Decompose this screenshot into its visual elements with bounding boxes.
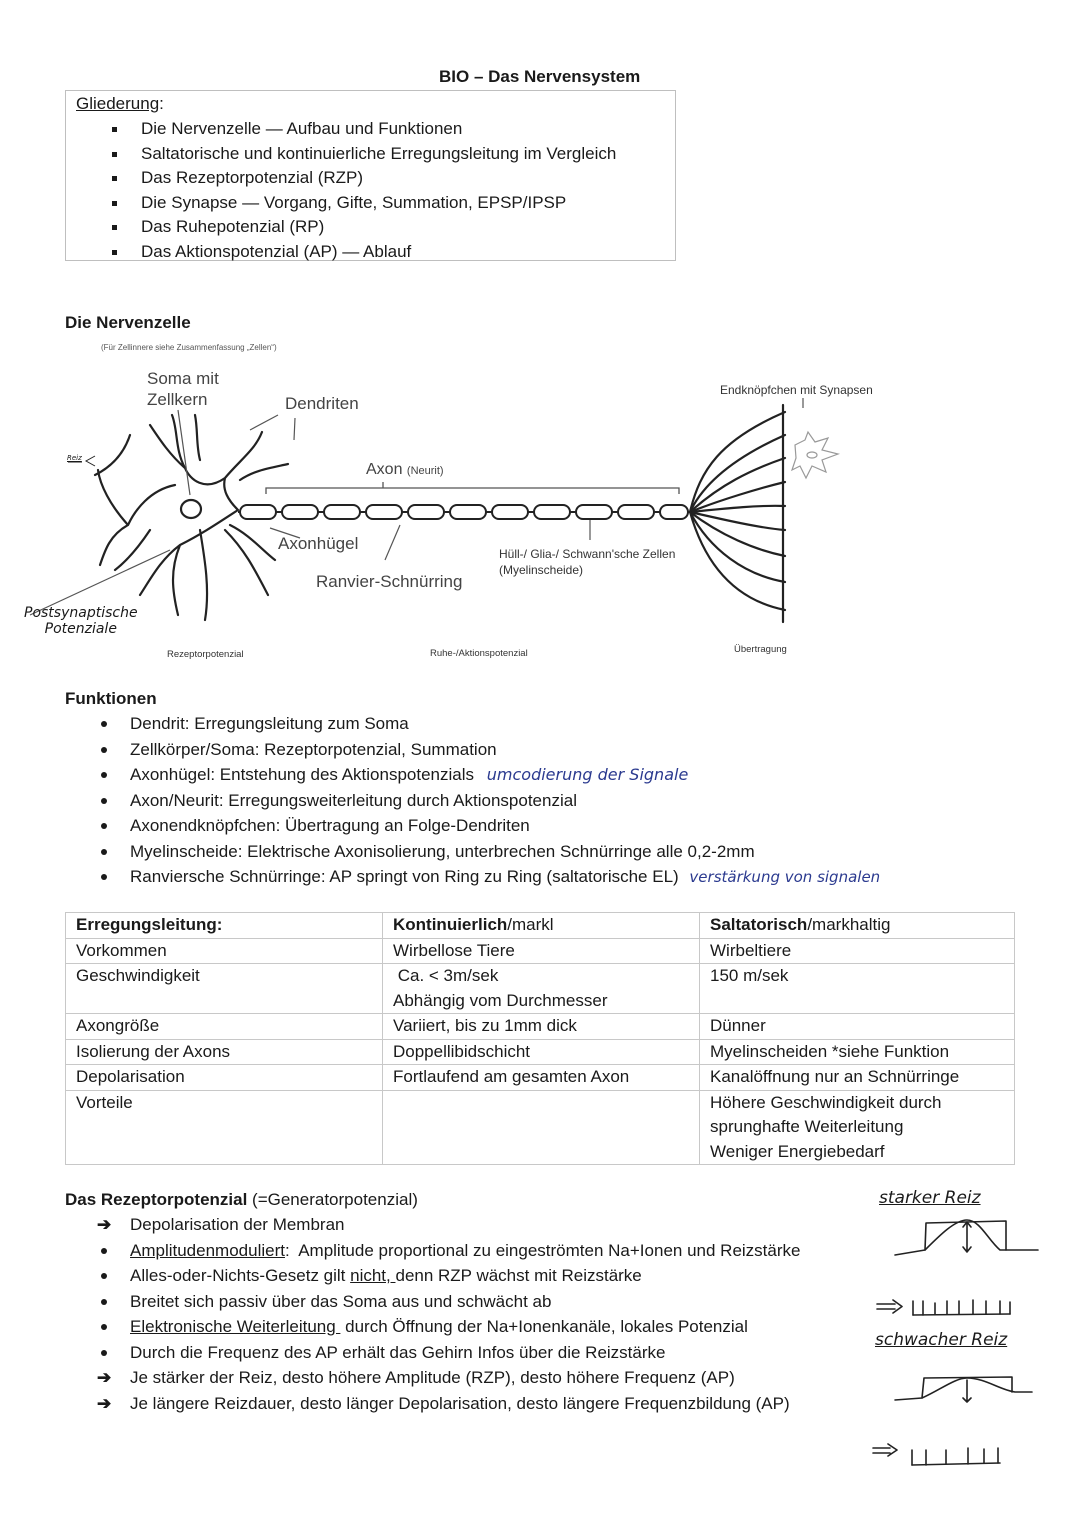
bullet-icon [101, 798, 107, 804]
cell-line: Abhängig vom Durchmesser [393, 990, 608, 1010]
outline-item-text: Die Nervenzelle — Aufbau und Funktionen [141, 119, 463, 138]
label-axon-text: Axon [366, 461, 403, 478]
list-item-text: Depolarisation der Membran [130, 1215, 345, 1234]
comparison-table [65, 912, 1015, 1165]
header-text-rest: /markhaltig [807, 915, 891, 934]
row-label: Vorkommen [66, 938, 383, 964]
region-uebertragung: Übertragung [734, 644, 787, 655]
header-text-bold: Saltatorisch [710, 915, 808, 934]
list-item [65, 813, 880, 839]
myelin-sheath-icon [238, 505, 690, 519]
label-ranvier: Ranvier-Schnürring [316, 572, 463, 591]
document-title: BIO – Das Nervensystem [439, 67, 641, 86]
underlined-term: Elektronische Weiterleitung [130, 1317, 341, 1336]
outline-item [66, 191, 616, 216]
axon-terminal-icon [690, 405, 785, 622]
bullet-icon [101, 1299, 107, 1305]
list-item-text: Breitet sich passiv über das Soma aus und schwächt ab [130, 1291, 552, 1311]
bullet-icon [101, 1350, 107, 1356]
list-item [65, 1263, 800, 1289]
list-item-text: Ranviersche Schnürringe: AP springt von Ring zu Ring (saltatorische EL) [130, 867, 679, 886]
outline-item [66, 142, 616, 167]
cell-kontinuierlich [383, 1065, 700, 1091]
list-item [65, 1391, 800, 1417]
rezeptorpotenzial-list [65, 1212, 800, 1416]
outline-item [66, 240, 616, 265]
square-bullet-icon [112, 176, 117, 181]
cell-line: Dünner [710, 1016, 766, 1035]
underlined-term: Amplitudenmoduliert [130, 1240, 285, 1260]
cell-kontinuierlich [383, 938, 700, 964]
list-item [65, 788, 880, 814]
weak-spike-train-icon [912, 1448, 1000, 1465]
square-bullet-icon [112, 127, 117, 132]
list-item-text: Dendrit: Erregungsleitung zum Soma [130, 714, 409, 733]
handwritten-note: verstärkung von signalen [689, 868, 881, 886]
cell-line: Fortlaufend am gesamten Axon [393, 1067, 630, 1086]
bullet-icon [101, 1273, 107, 1279]
section-heading-nervenzelle: Die Nervenzelle [65, 313, 191, 332]
outline-item [66, 166, 616, 191]
row-label: Depolarisation [66, 1065, 383, 1091]
header-cell [700, 913, 1015, 939]
outline-item [66, 215, 616, 240]
list-item [65, 1365, 800, 1391]
list-item-text: Myelinscheide: Elektrische Axonisolierung, unterbrechen Schnürringe alle 0,2-2mm [130, 841, 755, 861]
row-label: Isolierung der Axons [66, 1039, 383, 1065]
arrow-right-icon: ➔ [97, 1393, 112, 1413]
cell-kontinuierlich [383, 964, 700, 1014]
square-bullet-icon [112, 225, 117, 230]
weak-stimulus-curve-icon [895, 1377, 1032, 1402]
list-item [65, 1289, 800, 1315]
label-dendriten: Dendriten [285, 394, 359, 413]
label-huell-line2: (Myelinscheide) [499, 563, 584, 577]
cell-line: Ca. < 3m/sek [393, 966, 499, 985]
cell-kontinuierlich [383, 1039, 700, 1065]
arrow-right-icon: ➔ [97, 1368, 112, 1387]
outline-heading-text: Gliederung [76, 94, 160, 113]
list-item [65, 711, 880, 737]
funktionen-list [65, 711, 880, 890]
diagram-caption: (Für Zellinnere siehe Zusammenfassung „Zellen“) [101, 343, 277, 352]
table-row [66, 1039, 1015, 1065]
underlined-term: nicht, [350, 1266, 396, 1285]
outline-box [65, 90, 676, 261]
cell-line: Myelinscheiden *siehe Funktion [710, 1041, 950, 1061]
table-header-row [66, 913, 1015, 939]
list-item-text: Zellkörper/Soma: Rezeptorpotenzial, Summation [130, 739, 497, 759]
list-item [65, 762, 880, 788]
strong-spike-train-icon [913, 1300, 1010, 1315]
outline-item-text: Das Ruhepotenzial (RP) [141, 217, 325, 236]
cell-saltatorisch [700, 938, 1015, 964]
header-text: Erregungsleitung: [76, 915, 223, 934]
handwritten-note: umcodierung der Signale [486, 765, 689, 784]
outline-item-text: Die Synapse — Vorgang, Gifte, Summation, EPSP/IPSP [141, 192, 567, 212]
row-label: Geschwindigkeit [66, 964, 383, 1014]
bullet-icon [101, 721, 107, 727]
label-huell-line1: Hüll-/ Glia-/ Schwann'sche Zellen [499, 547, 676, 561]
bullet-icon [101, 1248, 107, 1254]
heading-rest: (=Generatorpotenzial) [247, 1190, 418, 1209]
outline-item [66, 117, 616, 142]
label-soma-line2: Zellkern [147, 390, 208, 409]
list-item [65, 1238, 800, 1264]
outline-list [66, 117, 616, 264]
cell-line: Doppellibidschicht [393, 1041, 531, 1061]
label-axon-sub: (Neurit) [406, 465, 444, 477]
region-rezeptorpotenzial: Rezeptorpotenzial [167, 649, 244, 660]
arrow-right-icon: ➔ [97, 1215, 112, 1234]
label-soma [147, 368, 219, 410]
bullet-icon [101, 1324, 107, 1330]
cell-saltatorisch [700, 964, 1015, 1014]
cell-line: 150 m/sek [710, 966, 789, 985]
list-item [65, 1212, 800, 1238]
table-row [66, 1090, 1015, 1165]
cell-kontinuierlich [383, 1014, 700, 1040]
implies-arrow-icon [873, 1444, 897, 1456]
list-item [65, 1314, 800, 1340]
table-row [66, 938, 1015, 964]
cell-line: Kanalöffnung nur an Schnürringe [710, 1067, 960, 1086]
list-item-text: Axonendknöpfchen: Übertragung an Folge-Dendriten [130, 816, 530, 835]
header-cell [383, 913, 700, 939]
table-row [66, 1014, 1015, 1040]
list-item [65, 864, 880, 890]
cell-saltatorisch [700, 1065, 1015, 1091]
label-endknoepfchen: Endknöpfchen mit Synapsen [720, 383, 873, 397]
list-item-text: Axonhügel: Entstehung des Aktionspotenzials [130, 765, 475, 784]
implies-arrow-icon [877, 1300, 902, 1313]
sketch-label-strong: starker Reiz [879, 1188, 981, 1208]
cell-saltatorisch [700, 1014, 1015, 1040]
label-soma-line1: Soma mit [147, 369, 219, 388]
outline-item-text: Das Aktionspotenzial (AP) — Ablauf [141, 241, 412, 261]
outline-item-text: Das Rezeptorpotenzial (RZP) [141, 168, 364, 187]
label-axon [366, 461, 444, 479]
square-bullet-icon [112, 152, 117, 157]
label-axonhuegel: Axonhügel [278, 534, 359, 553]
list-item-text: Je stärker der Reiz, desto höhere Amplitude (RZP), desto höhere Frequenz (AP) [130, 1368, 735, 1387]
bullet-icon [101, 772, 107, 778]
list-item-text: : Amplitude proportional zu eingeströmten Na+Ionen und Reizstärke [284, 1240, 801, 1260]
cell-line: Wirbellose Tiere [393, 940, 515, 960]
heading-bold: Das Rezeptorpotenzial [65, 1190, 248, 1209]
cell-kontinuierlich [383, 1090, 700, 1165]
list-item [65, 1340, 800, 1366]
list-item-text: Durch die Frequenz des AP erhält das Gehirn Infos über die Reizstärke [130, 1342, 666, 1362]
label-reiz: Reiz [67, 454, 82, 462]
cell-line: Höhere Geschwindigkeit durch [710, 1092, 942, 1112]
row-label: Vorteile [66, 1090, 383, 1165]
square-bullet-icon [112, 250, 117, 255]
bullet-icon [101, 747, 107, 753]
cell-saltatorisch [700, 1090, 1015, 1165]
cell-line: Variiert, bis zu 1mm dick [393, 1016, 577, 1035]
table-row [66, 1065, 1015, 1091]
section-heading-rezeptorpotenzial [65, 1190, 418, 1210]
header-cell [66, 913, 383, 939]
row-label: Axongröße [66, 1014, 383, 1040]
sketch-label-weak: schwacher Reiz [875, 1330, 1008, 1350]
outline-heading [76, 94, 164, 114]
section-heading-funktionen: Funktionen [65, 689, 157, 708]
stimulus-sketch [860, 1180, 1060, 1480]
square-bullet-icon [112, 201, 117, 206]
cell-line: Weniger Energiebedarf [710, 1141, 885, 1161]
label-postsyn-line2: Potenziale [44, 621, 117, 637]
outline-heading-colon: : [159, 94, 164, 113]
bullet-icon [101, 849, 107, 855]
strong-stimulus-curve-icon [895, 1220, 1038, 1255]
label-postsynaptisch [24, 605, 138, 637]
header-text-rest: /markl [507, 915, 554, 934]
target-cell-icon [792, 432, 838, 478]
bullet-icon [101, 874, 107, 880]
cell-line: sprunghafte Weiterleitung [710, 1117, 904, 1136]
list-item-text: Alles-oder-Nichts-Gesetz gilt [130, 1266, 351, 1285]
table-row [66, 964, 1015, 1014]
cell-line: Wirbeltiere [710, 940, 792, 960]
list-item-text: Je längere Reizdauer, desto länger Depolarisation, desto längere Frequenzbildung (AP) [130, 1393, 790, 1413]
list-item-text: durch Öffnung der Na+Ionenkanäle, lokales Potenzial [340, 1317, 748, 1336]
bullet-icon [101, 823, 107, 829]
label-huellzellen [499, 546, 675, 578]
list-item-text: Axon/Neurit: Erregungsweiterleitung durch Aktionspotenzial [130, 790, 577, 810]
list-item-text: denn RZP wächst mit Reizstärke [395, 1266, 642, 1285]
outline-item-text: Saltatorische und kontinuierliche Erregungsleitung im Vergleich [141, 143, 617, 163]
list-item [65, 839, 880, 865]
list-item [65, 737, 880, 763]
region-ruhe-aktionspotenzial: Ruhe-/Aktionspotenzial [430, 648, 528, 659]
cell-saltatorisch [700, 1039, 1015, 1065]
label-postsyn-line1: Postsynaptische [24, 605, 138, 621]
header-text-bold: Kontinuierlich [393, 915, 508, 934]
axon-bracket [266, 482, 679, 494]
